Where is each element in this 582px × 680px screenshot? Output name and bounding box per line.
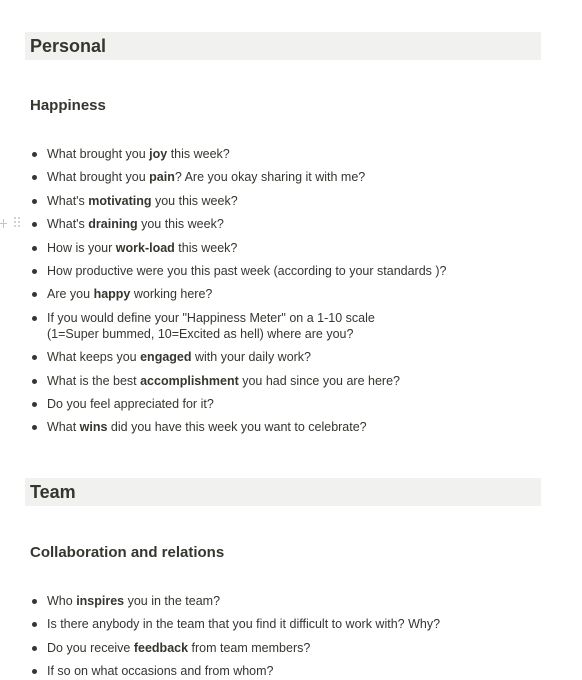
list-item[interactable] (0, 616, 582, 632)
text: this week? (174, 240, 238, 255)
text: Do you receive (47, 640, 134, 655)
text: Who (47, 594, 77, 608)
text: Is there anybody in the team that you find it difficult to work with? Why? (47, 617, 441, 632)
subheading-collaboration[interactable]: Collaboration and relations (30, 544, 225, 561)
heading-text: Team (30, 481, 76, 502)
subheading-happiness[interactable]: Happiness (30, 97, 106, 114)
plus-icon[interactable] (0, 215, 8, 231)
text: you in the team? (124, 594, 221, 608)
text: How is your (47, 240, 116, 255)
text: What is the best (47, 373, 141, 388)
bold-text: draining (88, 217, 138, 232)
list-item[interactable] (0, 286, 582, 302)
text: working here? (130, 287, 213, 302)
text: you this week? (151, 193, 238, 208)
list-item[interactable] (0, 396, 582, 412)
list-item[interactable] (0, 640, 582, 656)
list-item[interactable] (0, 593, 582, 609)
bulleted-list-happiness (0, 146, 582, 443)
list-item[interactable] (0, 419, 582, 435)
list-item[interactable] (0, 169, 582, 185)
bold-text: joy (149, 147, 168, 161)
bold-text: pain (149, 170, 175, 185)
list-item[interactable] (0, 216, 582, 232)
bold-text: engaged (140, 350, 192, 365)
bold-text: work-load (115, 240, 175, 255)
drag-handle-icon[interactable] (14, 217, 21, 229)
text: What brought you (47, 170, 150, 185)
text: What's (47, 193, 89, 208)
bold-text: motivating (88, 193, 152, 208)
list-item[interactable] (0, 349, 582, 365)
bold-text: wins (79, 420, 108, 435)
bold-text: accomplishment (140, 373, 239, 388)
list-item[interactable] (0, 193, 582, 209)
text: What (47, 420, 80, 435)
text: (1=Super bummed, 10=Excited as hell) where are you? (47, 326, 354, 341)
text: you had since you are here? (238, 373, 400, 388)
text: What keeps you (47, 350, 141, 365)
text: What brought you (47, 147, 150, 161)
text: you this week? (137, 217, 224, 232)
list-item[interactable] (0, 310, 582, 342)
list-item[interactable] (0, 663, 582, 679)
text: Do you feel appreciated for it? (47, 396, 214, 411)
text: from team members? (188, 640, 311, 655)
list-item[interactable] (0, 146, 582, 162)
heading-text: Personal (30, 35, 107, 56)
text: this week? (167, 147, 230, 161)
bold-text: happy (93, 287, 131, 302)
text: What's (47, 217, 89, 232)
heading-team[interactable] (25, 478, 541, 506)
list-item[interactable] (0, 373, 582, 389)
text: How productive were you this past week (according to your standards )? (47, 263, 447, 278)
text: If so on what occasions and from whom? (47, 664, 274, 679)
list-item[interactable] (0, 263, 582, 279)
heading-personal[interactable] (25, 32, 541, 60)
bold-text: inspires (76, 594, 125, 608)
text: If you would define your "Happiness Meter" on a 1-10 scale (47, 310, 375, 325)
text: did you have this week you want to celebrate? (107, 420, 367, 435)
block-gutter (0, 215, 21, 231)
text: with your daily work? (191, 350, 312, 365)
text: Are you (47, 287, 94, 302)
list-item[interactable] (0, 240, 582, 256)
bold-text: feedback (133, 640, 189, 655)
bulleted-list-collaboration (0, 593, 582, 680)
text: ? Are you okay sharing it with me? (174, 170, 366, 185)
